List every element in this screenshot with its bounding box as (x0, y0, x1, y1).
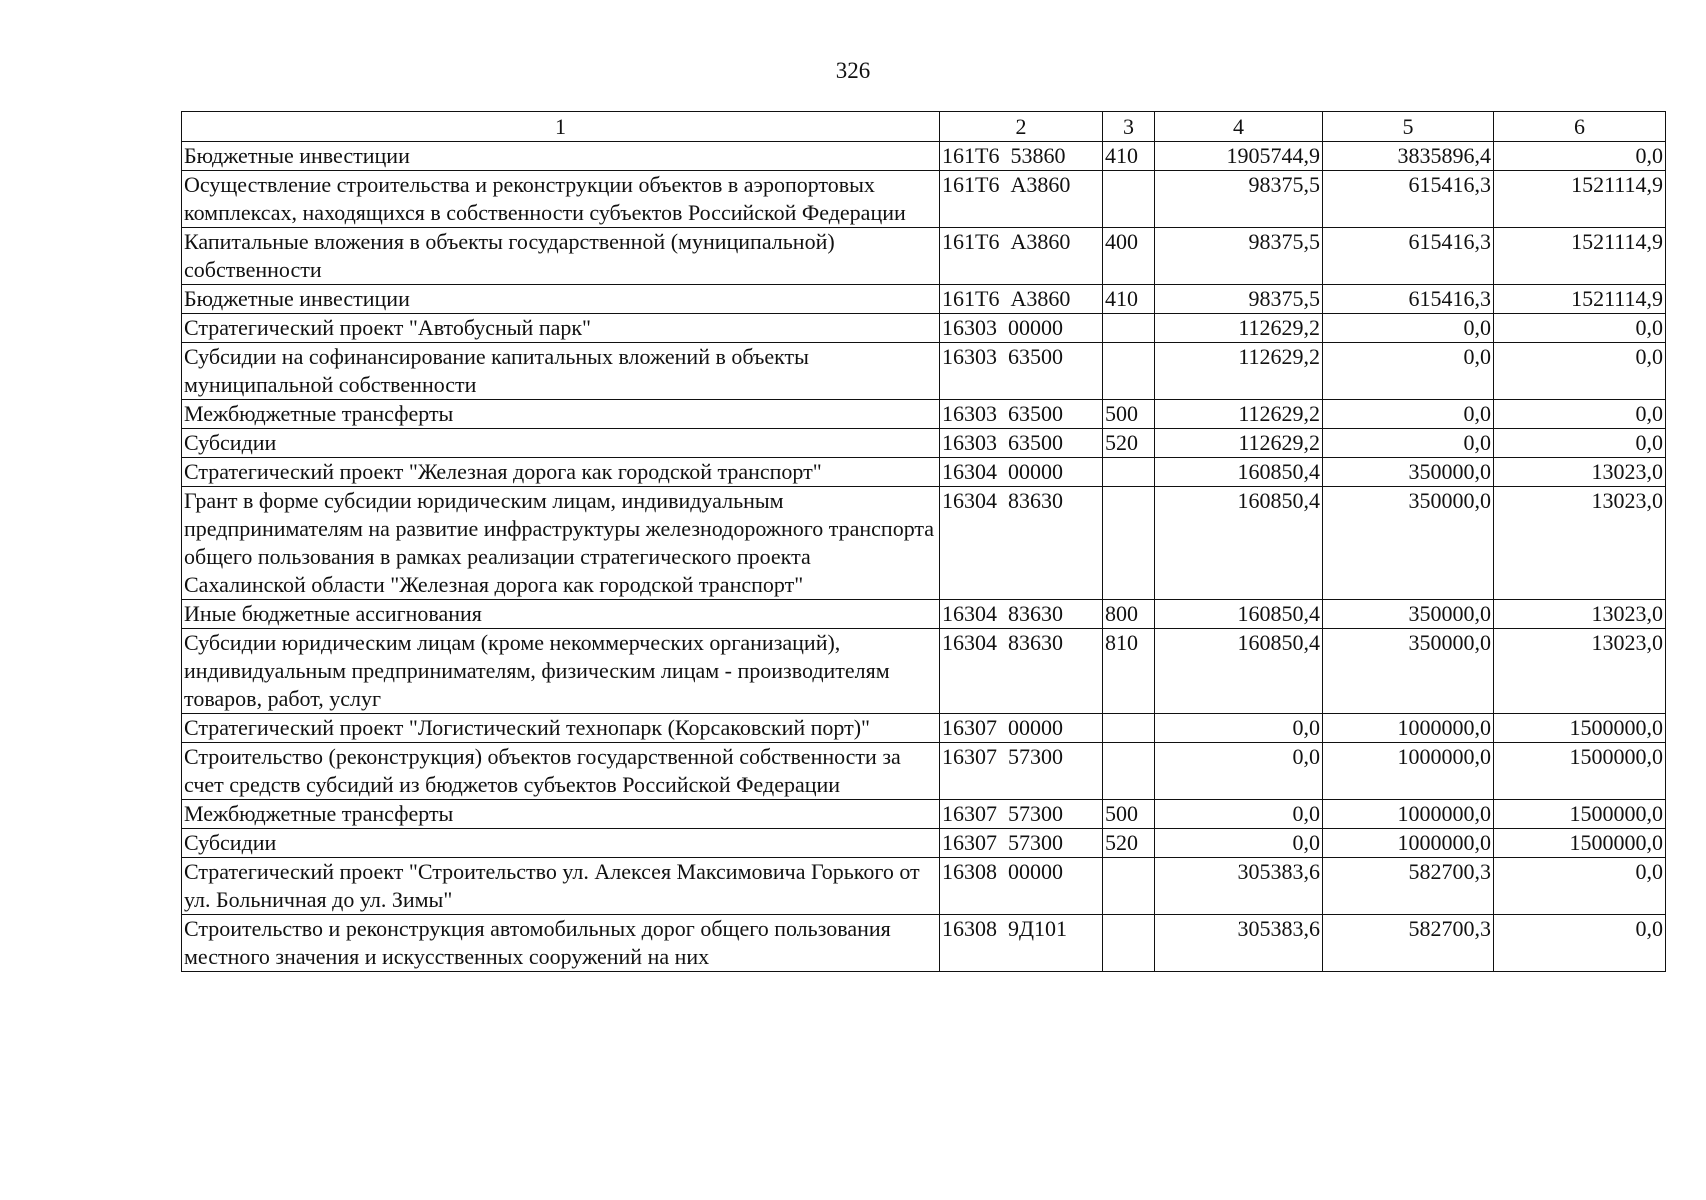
row-value-col5-cell: 0,0 (1323, 400, 1494, 429)
page-number: 326 (835, 58, 871, 83)
table-row (182, 915, 1666, 972)
row-value-col6-cell: 1500000,0 (1494, 743, 1666, 800)
table-row (182, 429, 1666, 458)
row-value-col4-cell: 0,0 (1155, 800, 1323, 829)
row-expense-type-cell (1103, 458, 1155, 487)
table-row (182, 142, 1666, 171)
table-row (182, 458, 1666, 487)
row-value-col4-cell: 98375,5 (1155, 228, 1323, 285)
column-header: 4 (1155, 112, 1323, 142)
row-name-cell: Субсидии (182, 829, 940, 858)
column-header: 2 (940, 112, 1103, 142)
row-name-cell: Межбюджетные трансферты (182, 800, 940, 829)
row-value-col4-cell: 112629,2 (1155, 343, 1323, 400)
row-expense-type-cell: 500 (1103, 800, 1155, 829)
row-value-col4-cell: 112629,2 (1155, 429, 1323, 458)
row-expense-type-cell: 800 (1103, 600, 1155, 629)
table-row (182, 171, 1666, 228)
row-value-col6-cell: 13023,0 (1494, 600, 1666, 629)
row-value-col5-cell: 350000,0 (1323, 487, 1494, 600)
row-expense-type-cell (1103, 743, 1155, 800)
table-row (182, 800, 1666, 829)
table-row (182, 228, 1666, 285)
row-name-cell: Осуществление строительства и реконструкции объектов в аэропортовых комплексах, находящихся в собственности субъектов Российской Федерации (182, 171, 940, 228)
row-value-col6-cell: 0,0 (1494, 400, 1666, 429)
row-expense-type-cell: 520 (1103, 429, 1155, 458)
row-value-col6-cell: 0,0 (1494, 343, 1666, 400)
row-value-col5-cell: 582700,3 (1323, 915, 1494, 972)
table-row (182, 285, 1666, 314)
row-value-col4-cell: 305383,6 (1155, 858, 1323, 915)
row-name-cell: Стратегический проект "Железная дорога как городской транспорт" (182, 458, 940, 487)
row-expense-type-cell: 520 (1103, 829, 1155, 858)
row-value-col5-cell: 615416,3 (1323, 228, 1494, 285)
row-value-col4-cell: 1905744,9 (1155, 142, 1323, 171)
row-value-col5-cell: 1000000,0 (1323, 714, 1494, 743)
row-value-col5-cell: 615416,3 (1323, 285, 1494, 314)
row-expense-type-cell (1103, 343, 1155, 400)
row-value-col4-cell: 160850,4 (1155, 487, 1323, 600)
row-value-col5-cell: 350000,0 (1323, 458, 1494, 487)
row-value-col4-cell: 305383,6 (1155, 915, 1323, 972)
row-expense-type-cell: 500 (1103, 400, 1155, 429)
row-code-cell: 16307 00000 (940, 714, 1103, 743)
budget-table (181, 111, 1666, 972)
table-header-row (182, 112, 1666, 142)
row-code-cell: 16303 00000 (940, 314, 1103, 343)
row-value-col6-cell: 0,0 (1494, 915, 1666, 972)
row-value-col6-cell: 13023,0 (1494, 487, 1666, 600)
row-expense-type-cell (1103, 915, 1155, 972)
row-code-cell: 16308 00000 (940, 858, 1103, 915)
row-value-col5-cell: 1000000,0 (1323, 800, 1494, 829)
table-row (182, 487, 1666, 600)
row-name-cell: Стратегический проект "Логистический технопарк (Корсаковский порт)" (182, 714, 940, 743)
row-code-cell: 16307 57300 (940, 829, 1103, 858)
column-header: 1 (182, 112, 940, 142)
row-code-cell: 16304 83630 (940, 487, 1103, 600)
row-value-col5-cell: 582700,3 (1323, 858, 1494, 915)
row-name-cell: Капитальные вложения в объекты государственной (муниципальной) собственности (182, 228, 940, 285)
row-value-col6-cell: 1500000,0 (1494, 829, 1666, 858)
row-name-cell: Стратегический проект "Автобусный парк" (182, 314, 940, 343)
row-value-col4-cell: 0,0 (1155, 743, 1323, 800)
row-value-col4-cell: 112629,2 (1155, 314, 1323, 343)
table-row (182, 743, 1666, 800)
table-row (182, 600, 1666, 629)
row-name-cell: Строительство и реконструкция автомобильных дорог общего пользования местного значения и искусственных сооружений на них (182, 915, 940, 972)
row-expense-type-cell (1103, 487, 1155, 600)
row-value-col5-cell: 1000000,0 (1323, 743, 1494, 800)
column-header: 5 (1323, 112, 1494, 142)
table-row (182, 629, 1666, 714)
row-value-col5-cell: 0,0 (1323, 343, 1494, 400)
row-expense-type-cell: 810 (1103, 629, 1155, 714)
row-code-cell: 161Т6 А3860 (940, 228, 1103, 285)
column-header: 3 (1103, 112, 1155, 142)
row-value-col5-cell: 3835896,4 (1323, 142, 1494, 171)
row-expense-type-cell (1103, 171, 1155, 228)
row-code-cell: 16308 9Д101 (940, 915, 1103, 972)
row-code-cell: 16304 83630 (940, 600, 1103, 629)
row-value-col6-cell: 0,0 (1494, 314, 1666, 343)
row-value-col5-cell: 350000,0 (1323, 629, 1494, 714)
row-code-cell: 16303 63500 (940, 343, 1103, 400)
row-code-cell: 161Т6 А3860 (940, 285, 1103, 314)
row-value-col6-cell: 1521114,9 (1494, 285, 1666, 314)
row-value-col5-cell: 0,0 (1323, 314, 1494, 343)
row-value-col6-cell: 1521114,9 (1494, 171, 1666, 228)
row-expense-type-cell (1103, 714, 1155, 743)
row-code-cell: 161Т6 А3860 (940, 171, 1103, 228)
row-value-col4-cell: 0,0 (1155, 829, 1323, 858)
row-value-col6-cell: 13023,0 (1494, 458, 1666, 487)
row-name-cell: Межбюджетные трансферты (182, 400, 940, 429)
table-row (182, 314, 1666, 343)
row-code-cell: 16303 63500 (940, 400, 1103, 429)
table-row (182, 400, 1666, 429)
table-row (182, 714, 1666, 743)
row-value-col4-cell: 112629,2 (1155, 400, 1323, 429)
row-value-col6-cell: 0,0 (1494, 429, 1666, 458)
row-value-col4-cell: 160850,4 (1155, 629, 1323, 714)
row-expense-type-cell (1103, 314, 1155, 343)
row-name-cell: Бюджетные инвестиции (182, 142, 940, 171)
row-value-col6-cell: 1521114,9 (1494, 228, 1666, 285)
row-code-cell: 16307 57300 (940, 743, 1103, 800)
column-header: 6 (1494, 112, 1666, 142)
row-value-col4-cell: 0,0 (1155, 714, 1323, 743)
table-row (182, 343, 1666, 400)
row-code-cell: 16304 83630 (940, 629, 1103, 714)
row-expense-type-cell (1103, 858, 1155, 915)
row-code-cell: 16304 00000 (940, 458, 1103, 487)
row-value-col5-cell: 350000,0 (1323, 600, 1494, 629)
row-expense-type-cell: 400 (1103, 228, 1155, 285)
row-value-col4-cell: 98375,5 (1155, 285, 1323, 314)
row-name-cell: Иные бюджетные ассигнования (182, 600, 940, 629)
row-name-cell: Субсидии (182, 429, 940, 458)
row-expense-type-cell: 410 (1103, 142, 1155, 171)
row-value-col5-cell: 0,0 (1323, 429, 1494, 458)
row-value-col6-cell: 1500000,0 (1494, 800, 1666, 829)
row-code-cell: 16303 63500 (940, 429, 1103, 458)
row-value-col4-cell: 160850,4 (1155, 600, 1323, 629)
row-value-col6-cell: 0,0 (1494, 858, 1666, 915)
row-name-cell: Субсидии на софинансирование капитальных вложений в объекты муниципальной собственности (182, 343, 940, 400)
row-name-cell: Бюджетные инвестиции (182, 285, 940, 314)
row-name-cell: Субсидии юридическим лицам (кроме некоммерческих организаций), индивидуальным предпринимателям, физическим лицам - производителям товаров, работ, услуг (182, 629, 940, 714)
row-expense-type-cell: 410 (1103, 285, 1155, 314)
table-row (182, 858, 1666, 915)
row-code-cell: 161Т6 53860 (940, 142, 1103, 171)
row-name-cell: Строительство (реконструкция) объектов государственной собственности за счет средств субсидий из бюджетов субъектов Российской Федерации (182, 743, 940, 800)
row-value-col6-cell: 0,0 (1494, 142, 1666, 171)
row-name-cell: Грант в форме субсидии юридическим лицам, индивидуальным предпринимателям на развитие инфраструктуры железнодорожного транспорта общего пользования в рамках реализации стратегического проекта Сахалинской области "Железная дорога как городской транспорт" (182, 487, 940, 600)
table-body (182, 142, 1666, 972)
row-name-cell: Стратегический проект "Строительство ул. Алексея Максимовича Горького от ул. Больничная до ул. Зимы" (182, 858, 940, 915)
row-value-col6-cell: 13023,0 (1494, 629, 1666, 714)
row-code-cell: 16307 57300 (940, 800, 1103, 829)
row-value-col6-cell: 1500000,0 (1494, 714, 1666, 743)
row-value-col4-cell: 98375,5 (1155, 171, 1323, 228)
row-value-col5-cell: 1000000,0 (1323, 829, 1494, 858)
row-value-col4-cell: 160850,4 (1155, 458, 1323, 487)
row-value-col5-cell: 615416,3 (1323, 171, 1494, 228)
table-row (182, 829, 1666, 858)
